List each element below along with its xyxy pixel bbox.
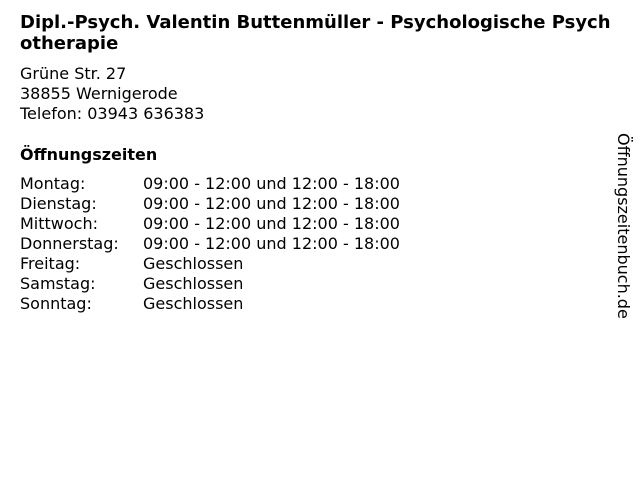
hours-day: Donnerstag: xyxy=(20,234,119,253)
site-watermark xyxy=(612,133,634,335)
hours-row-wednesday xyxy=(20,214,400,234)
hours-row-saturday xyxy=(20,274,400,294)
phone-number: Telefon: 03943 636383 xyxy=(20,104,205,123)
hours-day: Samstag: xyxy=(20,274,96,293)
hours-row-tuesday xyxy=(20,194,400,214)
hours-time: Geschlossen xyxy=(143,254,244,273)
hours-time: Geschlossen xyxy=(143,274,244,293)
hours-day: Montag: xyxy=(20,174,86,193)
street-address: Grüne Str. 27 xyxy=(20,64,127,83)
hours-time: 09:00 - 12:00 und 12:00 - 18:00 xyxy=(143,214,400,233)
opening-hours-table xyxy=(20,174,400,314)
hours-time: Geschlossen xyxy=(143,294,244,313)
hours-row-thursday xyxy=(20,234,400,254)
site-watermark-text: Öffnungszeitenbuch.de xyxy=(614,133,633,319)
city-postal: 38855 Wernigerode xyxy=(20,84,178,103)
hours-row-monday xyxy=(20,174,400,194)
hours-time: 09:00 - 12:00 und 12:00 - 18:00 xyxy=(143,174,400,193)
hours-day: Mittwoch: xyxy=(20,214,98,233)
hours-time: 09:00 - 12:00 und 12:00 - 18:00 xyxy=(143,194,400,213)
hours-row-friday xyxy=(20,254,400,274)
hours-time: 09:00 - 12:00 und 12:00 - 18:00 xyxy=(143,234,400,253)
opening-hours-heading: Öffnungszeiten xyxy=(20,145,158,164)
business-name: Dipl.-Psych. Valentin Buttenmüller - Psychologische Psychotherapie xyxy=(20,12,611,54)
hours-row-sunday xyxy=(20,294,400,314)
address-block xyxy=(20,64,204,124)
hours-day: Freitag: xyxy=(20,254,81,273)
hours-day: Dienstag: xyxy=(20,194,97,213)
hours-day: Sonntag: xyxy=(20,294,92,313)
